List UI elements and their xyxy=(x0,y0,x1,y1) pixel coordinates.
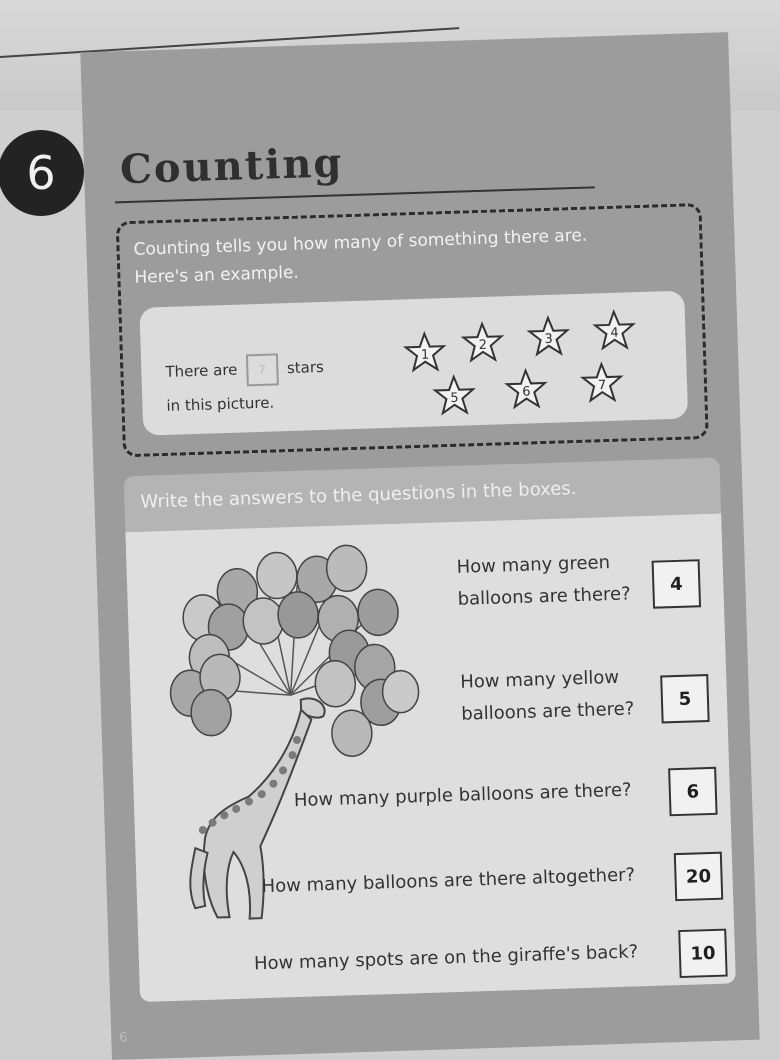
intro-line-2: Here's an example. xyxy=(134,262,300,288)
instructions-text: Write the answers to the questions in the boxes. xyxy=(140,478,577,513)
example-text-after: stars xyxy=(286,357,325,378)
page-title: Counting xyxy=(119,139,345,194)
question-line-1: How many green xyxy=(456,552,611,578)
footer-page-number: 6 xyxy=(119,1030,128,1046)
star-number: 1 xyxy=(420,347,430,363)
question-line-2: balloons are there? xyxy=(457,583,631,610)
question-green xyxy=(456,546,631,615)
star-number: 7 xyxy=(597,378,607,394)
question-altogether: How many balloons are there altogether? xyxy=(261,864,636,898)
answer-box-purple[interactable]: 6 xyxy=(668,767,717,816)
question-line-1: How many yellow xyxy=(459,666,620,693)
balloon-icon xyxy=(256,552,297,599)
balloon-icon xyxy=(190,689,231,736)
stars-illustration xyxy=(402,303,675,421)
page-number: 6 xyxy=(26,146,56,200)
question-line-2: balloons are there? xyxy=(460,698,635,725)
balloon-icon xyxy=(315,660,356,707)
answer-box-altogether[interactable]: 20 xyxy=(674,852,723,901)
example-answer-box: 7 xyxy=(246,353,279,386)
intro-line-1: Counting tells you how many of something there are. xyxy=(133,225,588,260)
star-number: 2 xyxy=(478,337,488,354)
example-line-2: in this picture. xyxy=(166,393,275,415)
intro-box xyxy=(116,203,709,457)
answer-box-spots[interactable]: 10 xyxy=(678,929,727,978)
page-number-badge xyxy=(0,130,84,216)
question-purple: How many purple balloons are there? xyxy=(293,779,632,812)
example-text-before: There are xyxy=(165,360,238,381)
question-yellow xyxy=(460,661,635,730)
star-number: 4 xyxy=(610,325,619,341)
questions-card xyxy=(125,514,735,1002)
question-spots: How many spots are on the giraffe's back? xyxy=(253,941,639,975)
balloon-icon xyxy=(326,545,367,592)
balloon-icon xyxy=(382,670,419,713)
balloon-icon xyxy=(357,589,398,636)
intro-text xyxy=(133,218,694,292)
balloon-icon xyxy=(331,710,372,757)
star-number: 5 xyxy=(450,390,459,406)
example-card xyxy=(139,291,688,436)
star-number: 6 xyxy=(521,384,531,400)
worksheet xyxy=(80,32,759,1060)
answer-box-yellow[interactable]: 5 xyxy=(660,674,709,723)
balloon-icon xyxy=(243,597,284,644)
star-number: 3 xyxy=(544,331,554,347)
answer-box-green[interactable]: 4 xyxy=(652,559,701,608)
example-text xyxy=(165,350,325,423)
balloon-icon xyxy=(277,591,318,638)
